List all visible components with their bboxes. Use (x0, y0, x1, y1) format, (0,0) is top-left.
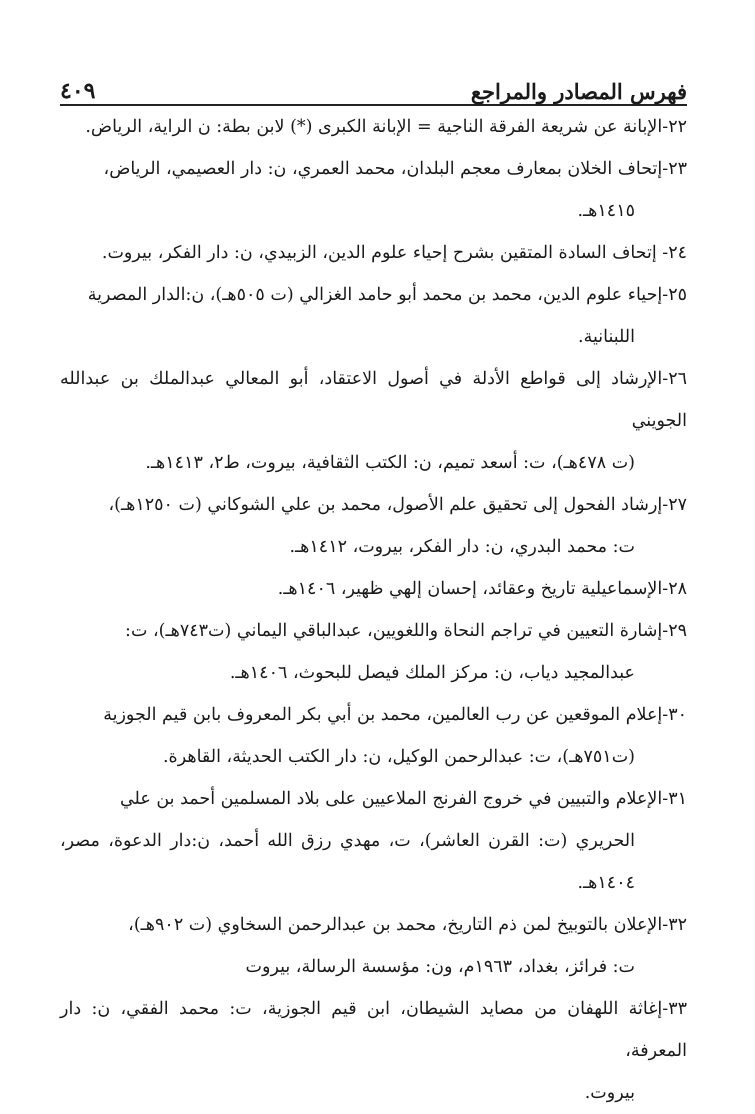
entry-continuation: اللبنانية. (578, 327, 635, 347)
bibliography-entry (60, 904, 687, 988)
bibliography-entry (60, 484, 687, 568)
running-title: فهرس المصادر والمراجع (470, 79, 687, 104)
entry-continuation: الحريري (ت: القرن العاشر)، ت، مهدي رزق الله أحمد، ن:دار الدعوة، مصر، ١٤٠٤هـ. (60, 831, 635, 893)
entry-first-line: ٢٩-إشارة التعيين في تراجم النحاة واللغويين، عبدالباقي اليماني (ت٧٤٣هـ)، ت: (125, 621, 687, 641)
bibliography-entry (60, 106, 687, 148)
entry-continuation: بيروت. (584, 1083, 635, 1103)
bibliography-entry (60, 358, 687, 484)
bibliography-entry (60, 694, 687, 778)
entry-continuation: ١٤١٥هـ. (577, 201, 635, 221)
entry-continuation: (ت ٤٧٨هـ)، ت: أسعد تميم، ن: الكتب الثقافية، بيروت، ط٢، ١٤١٣هـ. (145, 453, 635, 473)
entry-first-line: ٢٦-الإرشاد إلى قواطع الأدلة في أصول الاعتقاد، أبو المعالي عبدالملك بن عبدالله الجويني (60, 369, 687, 431)
entry-first-line: ٣٣-إغاثة اللهفان من مصايد الشيطان، ابن قيم الجوزية، ت: محمد الفقي، ن: دار المعرفة، (60, 999, 687, 1061)
entry-first-line: ٣٢-الإعلان بالتوبيخ لمن ذم التاريخ، محمد بن عبدالرحمن السخاوي (ت ٩٠٢هـ)، (128, 915, 687, 935)
entry-first-line: ٣١-الإعلام والتبيين في خروج الفرنج الملاعيين على بلاد المسلمين أحمد بن علي (119, 789, 687, 809)
bibliography-entry (60, 232, 687, 274)
entry-first-line: ٢٨-الإسماعيلية تاريخ وعقائد، إحسان إلهي ظهير، ١٤٠٦هـ. (277, 579, 687, 599)
page-header (60, 70, 687, 106)
entry-continuation: (ت٧٥١هـ)، ت: عبدالرحمن الوكيل، ن: دار الكتب الحديثة، القاهرة. (162, 747, 635, 767)
bibliography-list (60, 106, 687, 1114)
bibliography-entry (60, 568, 687, 610)
bibliography-entry (60, 778, 687, 904)
bibliography-entry (60, 148, 687, 232)
page-number: ٤٠٩ (60, 78, 96, 104)
entry-first-line: ٢٣-إتحاف الخلان بمعارف معجم البلدان، محمد العمري، ن: دار العصيمي، الرياض، (103, 159, 687, 179)
entry-first-line: ٢٥-إحياء علوم الدين، محمد بن محمد أبو حامد الغزالي (ت ٥٠٥هـ)، ن:الدار المصرية (87, 285, 687, 305)
bibliography-entry (60, 274, 687, 358)
bibliography-entry (60, 610, 687, 694)
entry-first-line: ٢٢-الإبانة عن شريعة الفرقة الناجية = الإبانة الكبرى (*) لابن بطة: ن الراية، الرياض. (85, 117, 687, 137)
entry-first-line: ٢٧-إرشاد الفحول إلى تحقيق علم الأصول، محمد بن علي الشوكاني (ت ١٢٥٠هـ)، (108, 495, 687, 515)
entry-continuation: عبدالمجيد دياب، ن: مركز الملك فيصل للبحوث، ١٤٠٦هـ. (229, 663, 635, 683)
entry-first-line: ٢٤- إتحاف السادة المتقين بشرح إحياء علوم الدين، الزبيدي، ن: دار الفكر، بيروت. (101, 243, 687, 263)
entry-first-line: ٣٠-إعلام الموقعين عن رب العالمين، محمد بن أبي بكر المعروف بابن قيم الجوزية (103, 705, 687, 725)
entry-continuation: ت: فرائز، بغداد، ١٩٦٣م، ون: مؤسسة الرسالة، بيروت (245, 957, 635, 977)
entry-continuation: ت: محمد البدري، ن: دار الفكر، بيروت، ١٤١٢هـ. (289, 537, 635, 557)
bibliography-entry (60, 988, 687, 1114)
